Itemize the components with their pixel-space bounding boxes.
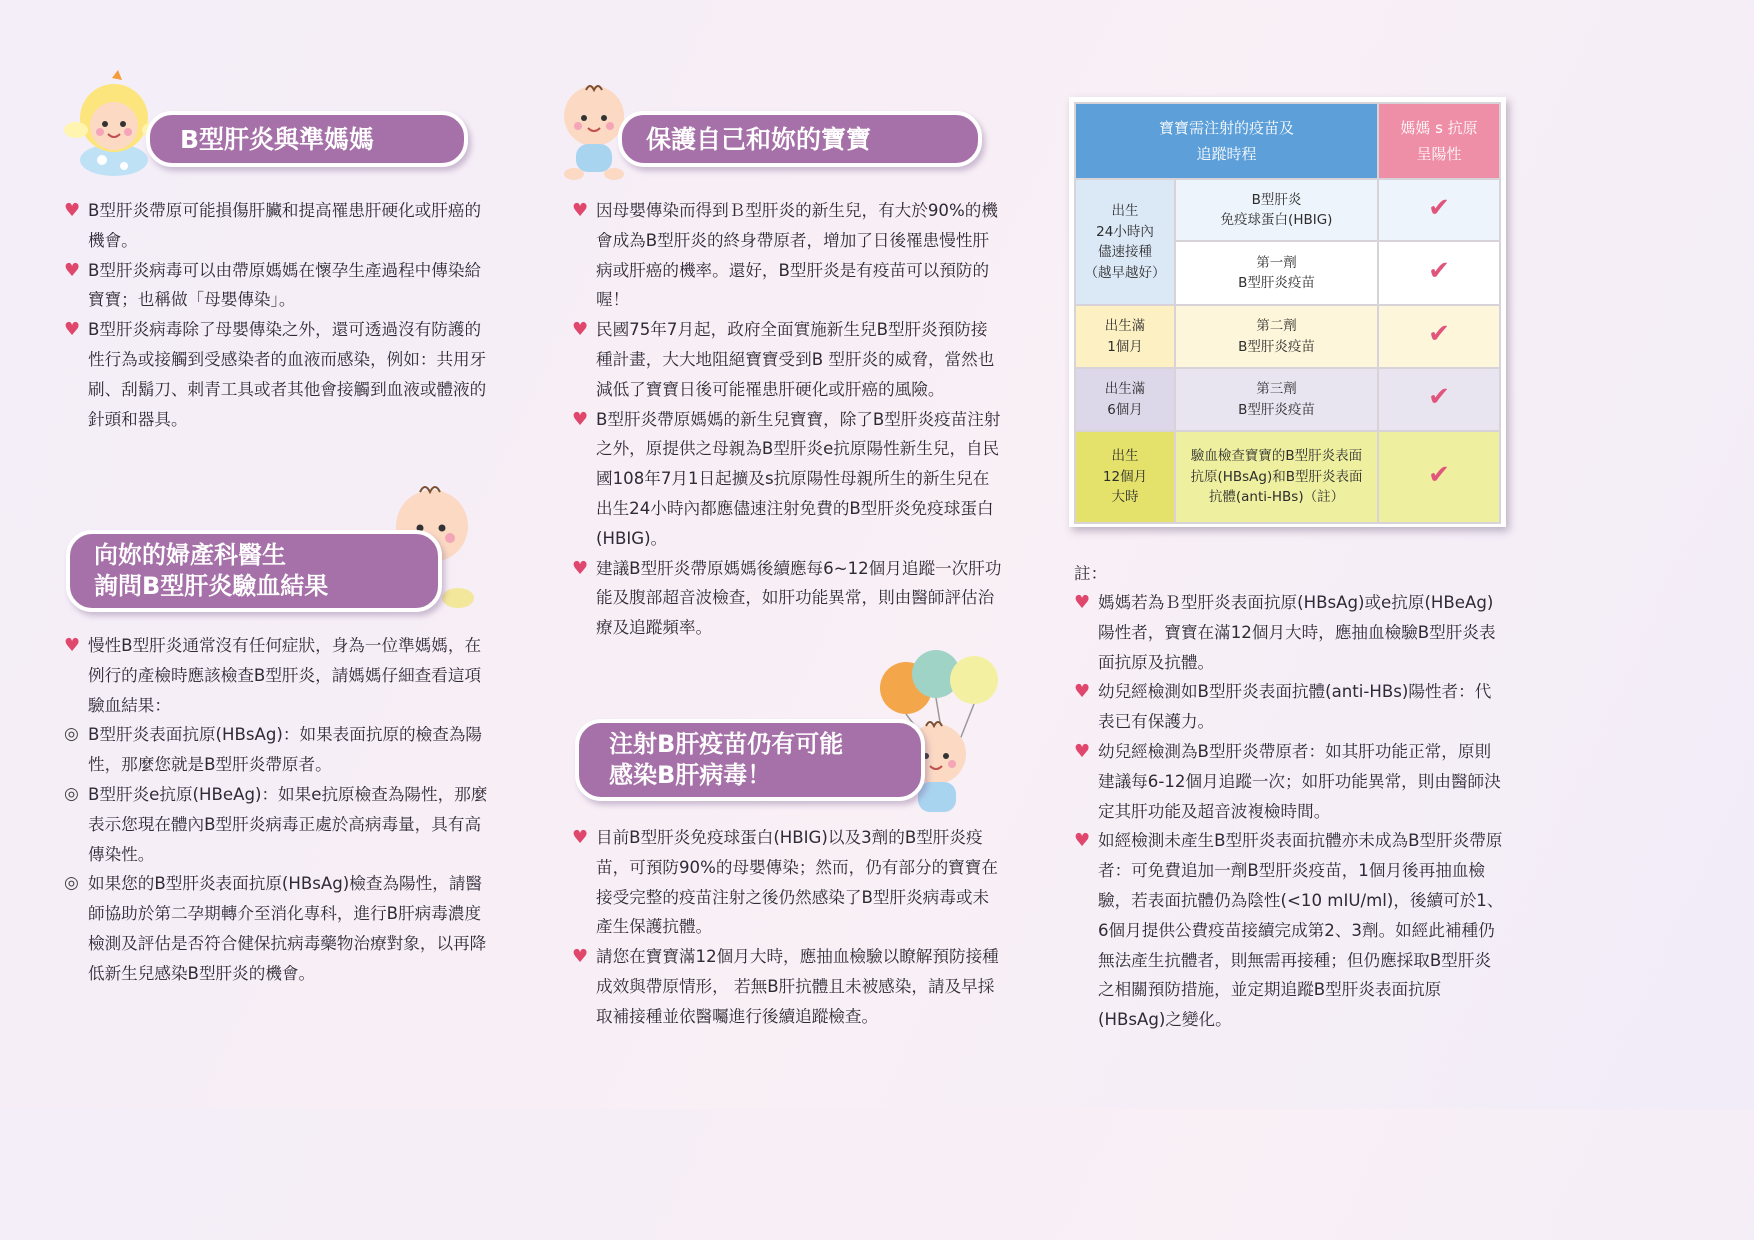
bullet-list — [64, 196, 488, 434]
list-item: ♥ 請您在寶寶滿12個月大時，應抽血檢驗以瞭解預防接種成效與帶原情形， 若無B肝抗體且未被感染，請及早採取補接種並依醫囑進行後續追蹤檢查。 — [572, 942, 1004, 1031]
heart-icon: ♥ — [572, 946, 589, 968]
check-icon: ✔ — [1428, 319, 1450, 350]
vaccine-cell: 驗血檢查寶寶的B型肝炎表面 抗原(HBsAg)和B型肝炎表面 抗體(anti-HBs)（註） — [1175, 431, 1378, 523]
bullet-list — [572, 823, 1004, 1032]
check-cell — [1378, 305, 1500, 368]
section-title: 保護自己和妳的寶寶 — [646, 124, 872, 154]
list-item: ♥ 目前B型肝炎免疫球蛋白(HBIG)以及3劑的B型肝炎疫苗，可預防90%的母嬰傳染；然而，仍有部分的寶寶在接受完整的疫苗注射之後仍然感染了B型肝炎病毒或未產生保護抗體。 — [572, 823, 1004, 942]
list-item: ♥ 慢性B型肝炎通常沒有任何症狀，身為一位準媽媽，在例行的產檢時應該檢查B型肝炎，請媽媽仔細查看這項驗血結果： — [64, 631, 488, 720]
table-row — [1075, 179, 1500, 241]
heart-icon: ♥ — [1074, 681, 1091, 703]
list-item: ◎ 如果您的B型肝炎表面抗原(HBsAg)檢查為陽性，請醫師協助於第二孕期轉介至消化專科，進行B肝病毒濃度檢測及評估是否符合健保抗病毒藥物治療對象，以再降低新生兒感染B型肝炎的機會。 — [64, 869, 488, 988]
heart-icon: ♥ — [572, 557, 589, 579]
list-item: ♥ B型肝炎病毒除了母嬰傳染之外，還可透過沒有防護的性行為或接觸到受感染者的血液而感染，例如：共用牙刷、刮鬍刀、刺青工具或者其他會接觸到血液或體液的針頭和器具。 — [64, 315, 488, 434]
section-title-line: 感染B肝病毒！ — [609, 761, 772, 789]
heart-icon: ♥ — [572, 827, 589, 848]
check-icon: ✔ — [1428, 255, 1450, 286]
check-icon: ✔ — [1428, 459, 1450, 490]
heart-icon: ♥ — [1074, 740, 1091, 762]
table-header-mom: 媽媽 s 抗原 呈陽性 — [1378, 103, 1500, 179]
heart-icon: ♥ — [572, 200, 589, 221]
list-item: ◎ B型肝炎e抗原(HBeAg)：如果e抗原檢查為陽性，那麼表示您現在體內B型肝炎病毒正處於高病毒量，具有高傳染性。 — [64, 780, 488, 869]
section-title: B型肝炎與準媽媽 — [180, 124, 375, 154]
vaccine-cell: 第三劑 B型肝炎疫苗 — [1175, 368, 1378, 431]
list-item: ♥ 因母嬰傳染而得到Ｂ型肝炎的新生兒，有大於90%的機會成為B型肝炎的終身帶原者，增加了日後罹患慢性肝病或肝癌的機率。還好，B型肝炎是有疫苗可以預防的喔！ — [572, 196, 1004, 315]
check-cell — [1378, 368, 1500, 431]
vaccine-cell: 第一劑 B型肝炎疫苗 — [1175, 241, 1378, 305]
vaccine-schedule-table — [1069, 97, 1506, 527]
section-title-banner — [66, 530, 442, 612]
vaccine-cell: 第二劑 B型肝炎疫苗 — [1175, 305, 1378, 368]
table-row — [1075, 305, 1500, 368]
double-circle-icon: ◎ — [64, 783, 79, 804]
notes-title: 註： — [1074, 564, 1108, 583]
vaccine-cell: B型肝炎 免疫球蛋白(HBIG) — [1175, 179, 1378, 241]
list-item: ♥ 民國75年7月起，政府全面實施新生兒B型肝炎預防接種計畫，大大地阻絕寶寶受到B 型肝炎的威脅，當然也減低了寶寶日後可能罹患肝硬化或肝癌的風險。 — [572, 315, 1004, 404]
table-header: 寶寶需注射的疫苗及 追蹤時程 — [1075, 103, 1378, 179]
check-cell — [1378, 431, 1500, 523]
bullet-list — [572, 196, 1004, 643]
section-title-line: 向妳的婦產科醫生 — [94, 541, 286, 569]
check-icon: ✔ — [1428, 192, 1450, 223]
list-item: ♥ 媽媽若為Ｂ型肝炎表面抗原(HBsAg)或e抗原(HBeAg)陽性者，寶寶在滿12個月大時，應抽血檢驗B型肝炎表面抗原及抗體。 — [1074, 588, 1506, 677]
heart-icon: ♥ — [1074, 592, 1091, 613]
section-title-line: 詢問B型肝炎驗血結果 — [94, 572, 329, 600]
time-cell: 出生 24小時內 儘速接種 （越早越好） — [1075, 179, 1175, 305]
section-title-banner — [618, 111, 982, 167]
check-icon: ✔ — [1428, 382, 1450, 413]
list-item: ♥ 如經檢測未產生B型肝炎表面抗體亦未成為B型肝炎帶原者：可免費追加一劑B型肝炎疫苗，1個月後再抽血檢驗，若表面抗體仍為陰性(<10 mIU/ml)，後續可於1、6個月提供公費疫苗接續完成第2、3劑。如經此補種仍無法產生抗體者，則無需再接種；但仍應採取B型肝炎之相關預防措施，並定期追蹤B型肝炎表面抗原(HBsAg)之變化。 — [1074, 826, 1506, 1035]
list-item: ♥ 幼兒經檢測為B型肝炎帶原者：如其肝功能正常，原則建議每6-12個月追蹤一次；如肝功能異常，則由醫師決定其肝功能及超音波複檢時間。 — [1074, 737, 1506, 826]
heart-icon: ♥ — [1074, 830, 1091, 852]
list-item: ♥ B型肝炎病毒可以由帶原媽媽在懷孕生產過程中傳染給寶寶；也稱做「母嬰傳染」。 — [64, 256, 488, 316]
heart-icon: ♥ — [572, 408, 589, 430]
notes-list — [1074, 588, 1506, 1035]
double-circle-icon: ◎ — [64, 873, 79, 894]
heart-icon: ♥ — [64, 319, 81, 341]
list-item: ◎ B型肝炎表面抗原(HBsAg)：如果表面抗原的檢查為陽性，那麼您就是B型肝炎帶原者。 — [64, 720, 488, 780]
time-cell: 出生滿 6個月 — [1075, 368, 1175, 431]
list-item: ♥ 建議B型肝炎帶原媽媽後續應每6~12個月追蹤一次肝功能及腹部超音波檢查，如肝功能異常，則由醫師評估治療及追蹤頻率。 — [572, 554, 1004, 643]
table-row — [1075, 368, 1500, 431]
time-cell: 出生 12個月 大時 — [1075, 431, 1175, 523]
check-cell — [1378, 179, 1500, 241]
list-item: ♥ B型肝炎帶原可能損傷肝臟和提高罹患肝硬化或肝癌的機會。 — [64, 196, 488, 256]
list-item: ♥ 幼兒經檢測如B型肝炎表面抗體(anti-HBs)陽性者：代表已有保護力。 — [1074, 677, 1506, 737]
section-title-banner — [575, 719, 925, 801]
heart-icon: ♥ — [64, 635, 81, 656]
list-item: ♥ B型肝炎帶原媽媽的新生兒寶寶，除了B型肝炎疫苗注射之外，原提供之母親為B型肝炎e抗原陽性新生兒，自民國108年7月1日起擴及s抗原陽性母親所生的新生兒在出生24小時內都應儘速注射免費的B型肝炎免疫球蛋白(HBIG)。 — [572, 405, 1004, 554]
bullet-list — [64, 631, 488, 989]
section-title-banner — [146, 111, 468, 167]
heart-icon: ♥ — [572, 319, 589, 341]
double-circle-icon: ◎ — [64, 724, 79, 745]
check-cell — [1378, 241, 1500, 305]
table-row — [1075, 431, 1500, 523]
section-title-line: 注射B肝疫苗仍有可能 — [609, 730, 844, 758]
time-cell: 出生滿 1個月 — [1075, 305, 1175, 368]
heart-icon: ♥ — [64, 200, 81, 221]
heart-icon: ♥ — [64, 259, 81, 281]
